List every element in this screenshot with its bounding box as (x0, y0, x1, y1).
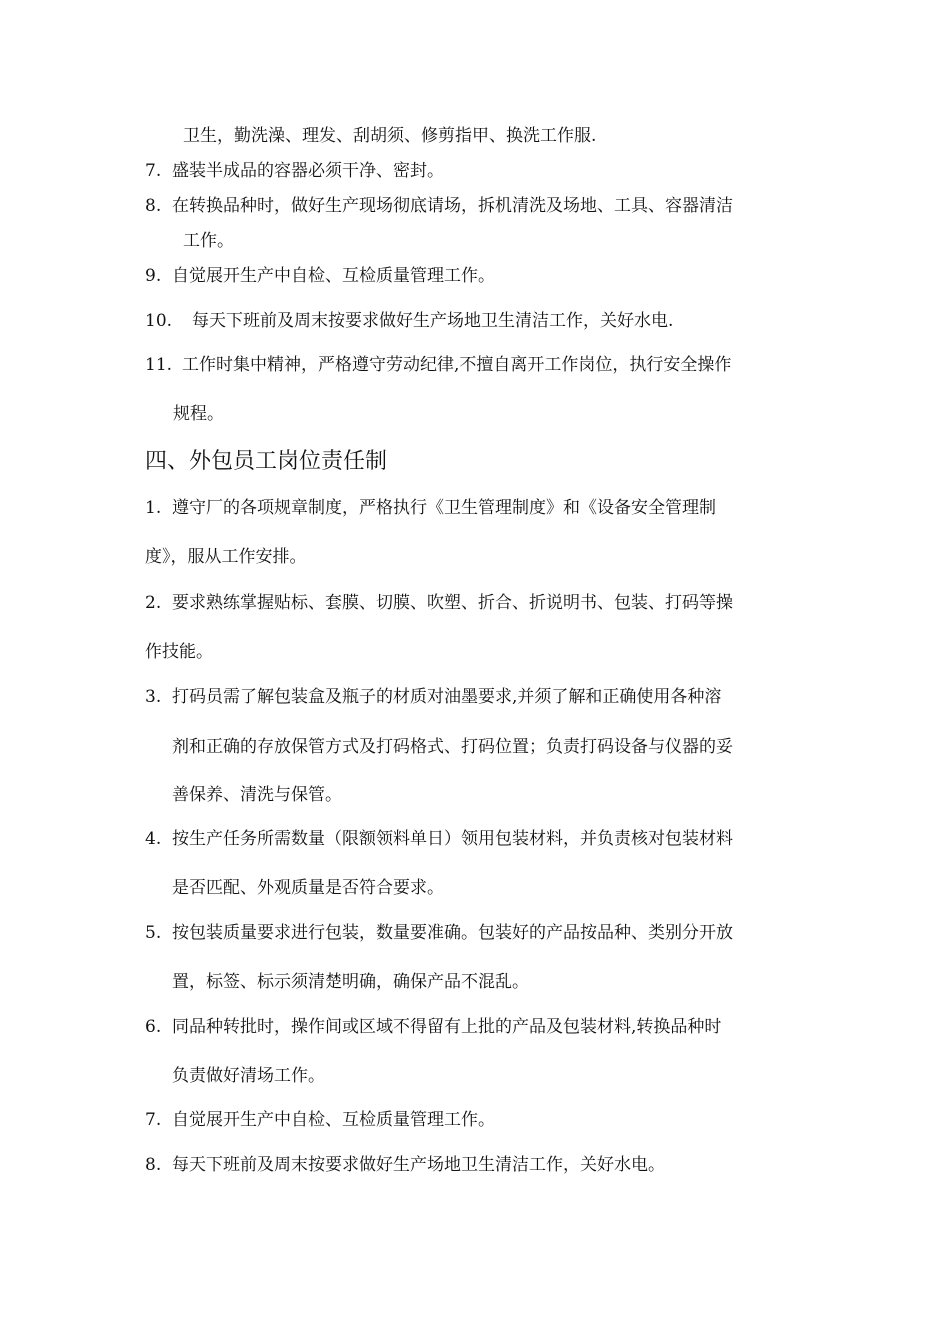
item-number: 8. (145, 196, 162, 216)
section-title: 四、外包员工岗位责任制 (145, 449, 388, 474)
item-text: 自觉展开生产中自检、互检质量管理工作。 (172, 266, 495, 286)
item-text: 每天下班前及周末按要求做好生产场地卫生清洁工作，关好水电. (192, 311, 674, 331)
item-text-cont: 是否匹配、外观质量是否符合要求。 (172, 878, 444, 898)
item-text: 工作时集中精神，严格遵守劳动纪律,不擅自离开工作岗位，执行安全操作 (182, 355, 732, 375)
item-text: 盛装半成品的容器必须干净、密封。 (172, 161, 444, 181)
item-text: 要求熟练掌握贴标、套膜、切膜、吹塑、折合、折说明书、包装、打码等操 (172, 593, 733, 613)
item-text: 打码员需了解包装盒及瓶子的材质对油墨要求,并须了解和正确使用各种溶 (172, 687, 722, 707)
item-number: 2. (145, 593, 162, 613)
continuation-text: 卫生，勤洗澡、理发、刮胡须、修剪指甲、换洗工作服. (183, 126, 597, 146)
item-number: 7. (145, 1110, 162, 1130)
item-number: 4. (145, 829, 162, 849)
item-number: 10. (145, 311, 173, 331)
item-text: 遵守厂的各项规章制度，严格执行《卫生管理制度》和《设备安全管理制 (172, 498, 716, 518)
item-text: 自觉展开生产中自检、互检质量管理工作。 (172, 1110, 495, 1130)
item-number: 9. (145, 266, 162, 286)
item-number: 6. (145, 1017, 162, 1037)
item-text: 同品种转批时，操作间或区域不得留有上批的产品及包装材料,转换品种时 (172, 1017, 722, 1037)
item-text-cont: 善保养、清洗与保管。 (172, 785, 342, 805)
item-text: 在转换品种时，做好生产现场彻底请场，拆机清洗及场地、工具、容器清洁 (172, 196, 733, 216)
item-number: 8. (145, 1155, 162, 1175)
item-text-cont: 负责做好清场工作。 (172, 1066, 325, 1086)
item-text-cont: 作技能。 (145, 642, 213, 662)
item-text-cont: 剂和正确的存放保管方式及打码格式、打码位置；负责打码设备与仪器的妥 (172, 737, 733, 757)
item-text: 按生产任务所需数量（限额领料单日）领用包装材料，并负责核对包装材料 (172, 829, 733, 849)
item-number: 7. (145, 161, 162, 181)
item-number: 5. (145, 923, 162, 943)
item-text: 按包装质量要求进行包装，数量要准确。包装好的产品按品种、类别分开放 (172, 923, 733, 943)
item-number: 1. (145, 498, 162, 518)
item-text: 每天下班前及周末按要求做好生产场地卫生清洁工作，关好水电。 (172, 1155, 665, 1175)
item-number: 11. (145, 355, 173, 375)
item-text-cont: 度》，服从工作安排。 (145, 547, 307, 567)
item-number: 3. (145, 687, 162, 707)
item-text-cont: 置，标签、标示须清楚明确，确保产品不混乱。 (172, 972, 529, 992)
item-text-cont: 规程。 (173, 404, 224, 424)
item-text-cont: 工作。 (183, 231, 234, 251)
